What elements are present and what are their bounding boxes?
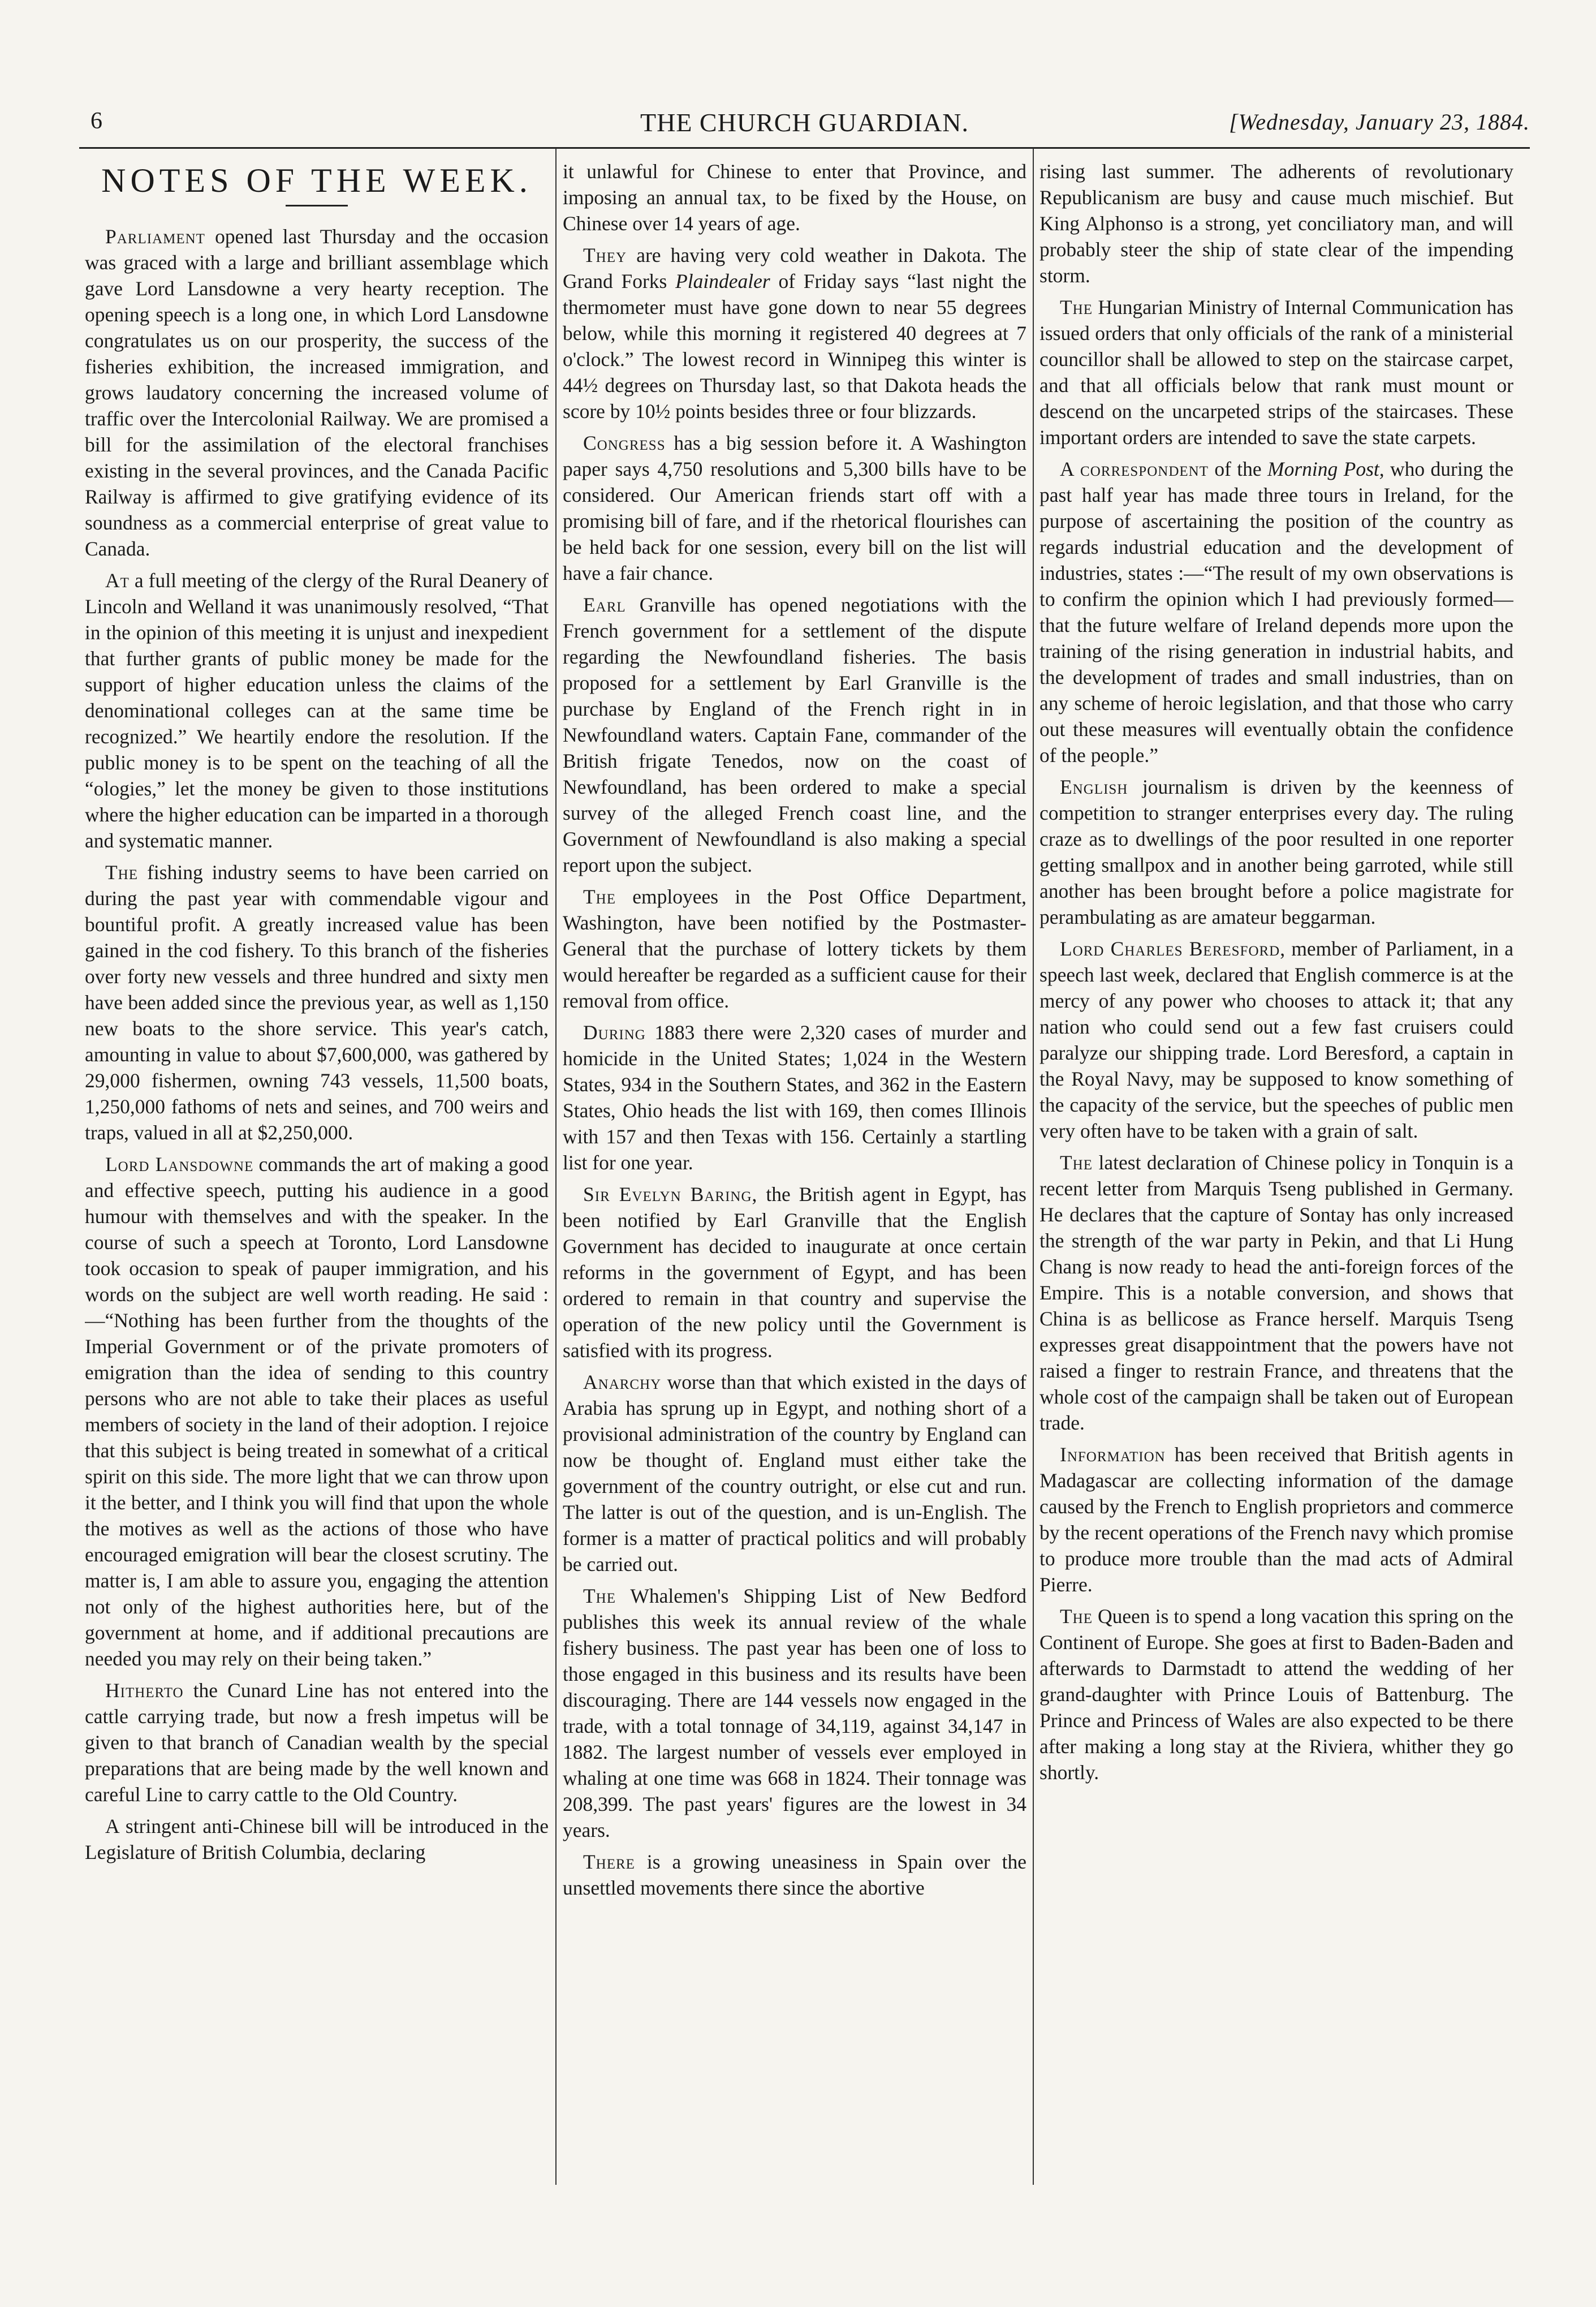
article-paragraph [563, 1181, 1026, 1363]
article-text: member of Parliament, in a speech last week, declared that English commerce is at the mercy of any power who chooses to attack it; that any nation who could send out a few fast cruisers could paralyze our shipping trade. Lord Beresford, a captain in the Royal Navy, may be supposed to know something of the capacity of the service, but the speeches of public men very often have to be taken with a grain of salt. [1039, 937, 1513, 1142]
column-2 [563, 158, 1026, 2184]
article-lead-words: The [1060, 1605, 1093, 1628]
column-divider [555, 148, 557, 2185]
article-text: the Cunard Line has not entered into the cattle carrying trade, but now a fresh impetus will be given to that branch of Canadian wealth by the special preparations that are being made by the well known and careful Line to carry cattle to the Old Country. [85, 1679, 549, 1806]
article-text: it unlawful for Chinese to enter that Province, and imposing an annual tax, to be fixed by the House, on Chinese over 14 years of age. [563, 160, 1026, 235]
article-paragraph [85, 223, 549, 562]
article-lead-words: There [583, 1850, 635, 1873]
article-text: of the [1208, 458, 1268, 480]
article-lead-words: The [105, 861, 139, 884]
article-lead-words: Information [1060, 1443, 1166, 1466]
article-lead-words: The [1060, 1151, 1093, 1174]
article-text: Granville has opened negotiations with the French government for a settlement of the dispute regarding the Newfoundland fisheries. The basis proposed for a settlement by Earl Granville is the purchase by England of the French right in in Newfoundland waters. Captain Fane, commander of the British frigate Tenedos, now on the coast of Newfoundland, has been ordered to make a special survey of the alleged French coast line, and the Government of Newfoundland is also making a special report upon the subject. [563, 593, 1026, 876]
article-lead-words: Lord Lansdowne [105, 1153, 254, 1176]
article-paragraph [1039, 1150, 1513, 1436]
issue-date: [Wednesday, January 23, 1884. [1229, 109, 1530, 135]
article-paragraph [85, 1677, 549, 1807]
article-text-continued: who during the past half year has made three tours in Ireland, for the purpose of ascertaining the position of the country as regards industrial education and the development of industries, states :—“The result of my own observations is to confirm the opinion which I had previously formed—that the future welfare of Ireland depends more upon the training of the rising generation in industrial habits, and the development of trades and small industries, than on any scheme of heroic legislation, and that those who carry out these measures will eventually obtain the confidence of the people.” [1039, 458, 1513, 767]
article-paragraph [85, 859, 549, 1146]
article-text: latest declaration of Chinese policy in Tonquin is a recent letter from Marquis Tseng published in Germany. He declares that the capture of Sontay has only increased the strength of the war party in Pekin, and that Li Hung Chang is now ready to head the anti-foreign forces of the Empire. This is a notable conversion, and shows that China is as bellicose as France herself. Marquis Tseng expresses great disappointment that the powers have not raised a finger to restrain France, and threatens that the whole cost of the campaign shall be taken out of European trade. [1039, 1151, 1513, 1434]
article-text: Queen is to spend a long vacation this spring on the Continent of Europe. She goes at first to Baden-Baden and afterwards to Darmstadt to attend the wedding of her grand-daughter with Prince Louis of Battenburg. The Prince and Princess of Wales are also expected to be there after making a long stay at the Riviera, whither they go shortly. [1039, 1605, 1513, 1784]
article-text: fishing industry seems to have been carried on during the past year with commendable vigour and bountiful profit. A greatly increased value has been gained in the cod fishery. To this branch of the fisheries over forty new vessels and three hundred and sixty men have been added since the previous year, as well as 1,150 new boats to the shore service. This year's catch, amounting in value to about $7,600,000, was gathered by 29,000 fishermen, owning 743 vessels, 11,500 boats, 1,250,000 fathoms of nets and seines, and 700 weirs and traps, valued in all at $2,250,000. [85, 861, 549, 1144]
article-lead-words: The [583, 1585, 616, 1607]
article-lead-words: Parliament [105, 225, 205, 248]
article-text: journalism is driven by the keenness of competition to stranger enterprises every day. The ruling craze as to dwellings of the poor resulted in one reporter getting smallpox and in another being garroted, while still another has been brought before a police magistrate for perambulating as are amateur beggarman. [1039, 776, 1513, 928]
column-3 [1039, 158, 1513, 2184]
article-lead-words: The [583, 885, 616, 908]
article-lead-words: Sir Evelyn Baring, [583, 1183, 758, 1206]
article-text: A stringent anti-Chinese bill will be introduced in the Legislature of British Columbia, declaring [85, 1815, 549, 1863]
article-text: rising last summer. The adherents of revolutionary Republicanism are busy and cause much mischief. But King Alphonso is a strong, yet conciliatory man, and will probably steer the ship of state clear of the impending storm. [1039, 160, 1513, 287]
article-paragraph [1039, 1441, 1513, 1598]
article-lead-words: Anarchy [583, 1371, 662, 1393]
article-text: are having very cold weather in Dakota. The Grand Forks [563, 244, 1026, 292]
article-paragraph [563, 1583, 1026, 1843]
article-lead-words: Earl [583, 593, 626, 616]
article-paragraph [1039, 158, 1513, 289]
article-paragraph [563, 1849, 1026, 1901]
column-1 [85, 158, 549, 2184]
article-paragraph [563, 1019, 1026, 1176]
article-paragraph [85, 567, 549, 854]
article-paragraph [563, 884, 1026, 1014]
article-paragraph [85, 1151, 549, 1672]
header-rule [79, 147, 1530, 149]
article-paragraph [85, 1813, 549, 1865]
article-paragraph [563, 1369, 1026, 1577]
article-lead-words: Lord Charles Beresford, [1060, 937, 1286, 960]
article-lead-words: At [105, 569, 130, 592]
page-number: 6 [90, 108, 102, 134]
article-lead-words: They [583, 244, 627, 266]
section-title: NOTES OF THE WEEK. [101, 162, 532, 199]
article-paragraph [1039, 294, 1513, 450]
article-paragraph [563, 242, 1026, 424]
article-italic-title: Morning Post, [1267, 458, 1384, 480]
article-text: 1883 there were 2,320 cases of murder and homicide in the United States; 1,024 in the Western States, 934 in the Southern States, and 362 in the Eastern States, Ohio heads the list with 169, then comes Illinois with 157 and then Texas with 156. Certainly a startling list for one year. [563, 1021, 1026, 1174]
article-text: is a growing uneasiness in Spain over the unsettled movements there since the abortive [563, 1850, 1026, 1899]
article-text: worse than that which existed in the days of Arabia has sprung up in Egypt, and nothing short of a provisional administration of the country by England can now be thought of. England must either take the government of the country outright, or else cut and run. The latter is out of the question, and is un-English. The former is a matter of practical politics and will probably be carried out. [563, 1371, 1026, 1576]
column-divider [1033, 148, 1034, 2185]
section-title-rule [286, 205, 348, 206]
article-text: the British agent in Egypt, has been notified by Earl Granville that the English Government has decided to inaugurate at once certain reforms in the government of Egypt, and has been ordered to remain in that country and supervise the operation of the new policy until the Government is satisfied with its progress. [563, 1183, 1026, 1362]
article-italic-title: Plaindealer [675, 270, 770, 292]
article-paragraph [563, 592, 1026, 878]
article-paragraph [1039, 456, 1513, 768]
masthead-title: THE CHURCH GUARDIAN. [640, 108, 969, 137]
article-paragraph [1039, 774, 1513, 930]
article-paragraph [1039, 1603, 1513, 1785]
article-text: has been received that British agents in Madagascar are collecting information of the damage caused by the French to English proprietors and commerce by the recent operations of the French navy which promise to produce more trouble than the mad acts of Admiral Pierre. [1039, 1443, 1513, 1596]
article-text: a full meeting of the clergy of the Rural Deanery of Lincoln and Welland it was unanimously resolved, “That in the opinion of this meeting it is unjust and inexpedient that further grants of public money be made for the support of higher education unless the claims of the denominational colleges can at the same time be recognized.” We heartily endore the resolution. If the public money is to be spent on the teaching of all the “ologies,” let the money be given to those institutions where the higher education can be imparted in a thorough and systematic manner. [85, 569, 549, 852]
article-text: Hungarian Ministry of Internal Communication has issued orders that only officials of the rank of a ministerial councillor shall be allowed to step on the staircase carpet, and that all officials below that rank must mount or descend on the uncarpeted strips of the staircases. These important orders are intended to save the state carpets. [1039, 296, 1513, 449]
article-lead-words: A correspondent [1060, 458, 1209, 480]
article-paragraph [1039, 936, 1513, 1144]
article-text: has a big session before it. A Washington paper says 4,750 resolutions and 5,300 bills have to be considered. Our American friends start off with a promising bill of fare, and if the rhetorical flourishes can be held back for one session, every bill on the list will have a fair chance. [563, 432, 1026, 584]
article-text: employees in the Post Office Department, Washington, have been notified by the Postmaster-General that the purchase of lottery tickets by them would hereafter be regarded as a sufficient cause for their removal from office. [563, 885, 1026, 1012]
article-paragraph [563, 158, 1026, 236]
article-lead-words: Congress [583, 432, 666, 454]
article-lead-words: During [583, 1021, 646, 1044]
article-text-continued: of Friday says “last night the thermometer must have gone down to near 55 degrees below, while this morning it registered 40 degrees at 7 o'clock.” The lowest record in Winnipeg this winter is 44½ degrees on Thursday last, so that Dakota heads the score by 10½ points besides three or four blizzards. [563, 270, 1026, 423]
article-text: Whalemen's Shipping List of New Bedford publishes this week its annual review of the whale fishery business. The past year has been one of loss to those engaged in this business and its results have been discouraging. There are 144 vessels now engaged in the trade, with a total tonnage of 34,119, against 34,147 in 1882. The largest number of vessels ever employed in whaling at one time was 668 in 1824. Their tonnage was 208,399. The past years' figures are the lowest in 34 years. [563, 1585, 1026, 1841]
page-header [79, 106, 1530, 146]
article-lead-words: Hitherto [105, 1679, 184, 1702]
article-lead-words: English [1060, 776, 1128, 798]
article-text: opened last Thursday and the occasion was graced with a large and brilliant assemblage which gave Lord Lansdowne a very hearty reception. The opening speech is a long one, in which Lord Lansdowne congratulates us on our prosperity, the success of the fisheries exhibition, the increased immigration, and grows laudatory concerning the increased volume of traffic over the Intercolonial Railway. We are promised a bill for the assimilation of the electoral franchises existing in the several provinces, and the Canada Pacific Railway is affirmed to give gratifying evidence of its soundness as a commercial enterprise of great value to Canada. [85, 225, 549, 560]
article-paragraph [563, 430, 1026, 586]
article-lead-words: The [1060, 296, 1093, 318]
article-text: commands the art of making a good and effective speech, putting his audience in a good humour with themselves and with the speaker. In the course of such a speech at Toronto, Lord Lansdowne took occasion to speak of pauper immigration, and his words on the subject are well worth reading. He said :—“Nothing has been further from the thoughts of the Imperial Government or of the private promoters of emigration than the idea of sending to this country persons who are not able to take their places as useful members of society in the land of their adoption. I rejoice that this subject is being treated in somewhat of a critical spirit on this side. The more light that we can throw upon it the better, and I think you will find that upon the whole the motives as well as the actions of those who have encouraged emigration will bear the closest scrutiny. The matter is, I am able to assure you, engaging the attention not only of the highest authorities here, but of the government at home, and if additional precautions are needed you may rely on their being taken.” [85, 1153, 549, 1670]
